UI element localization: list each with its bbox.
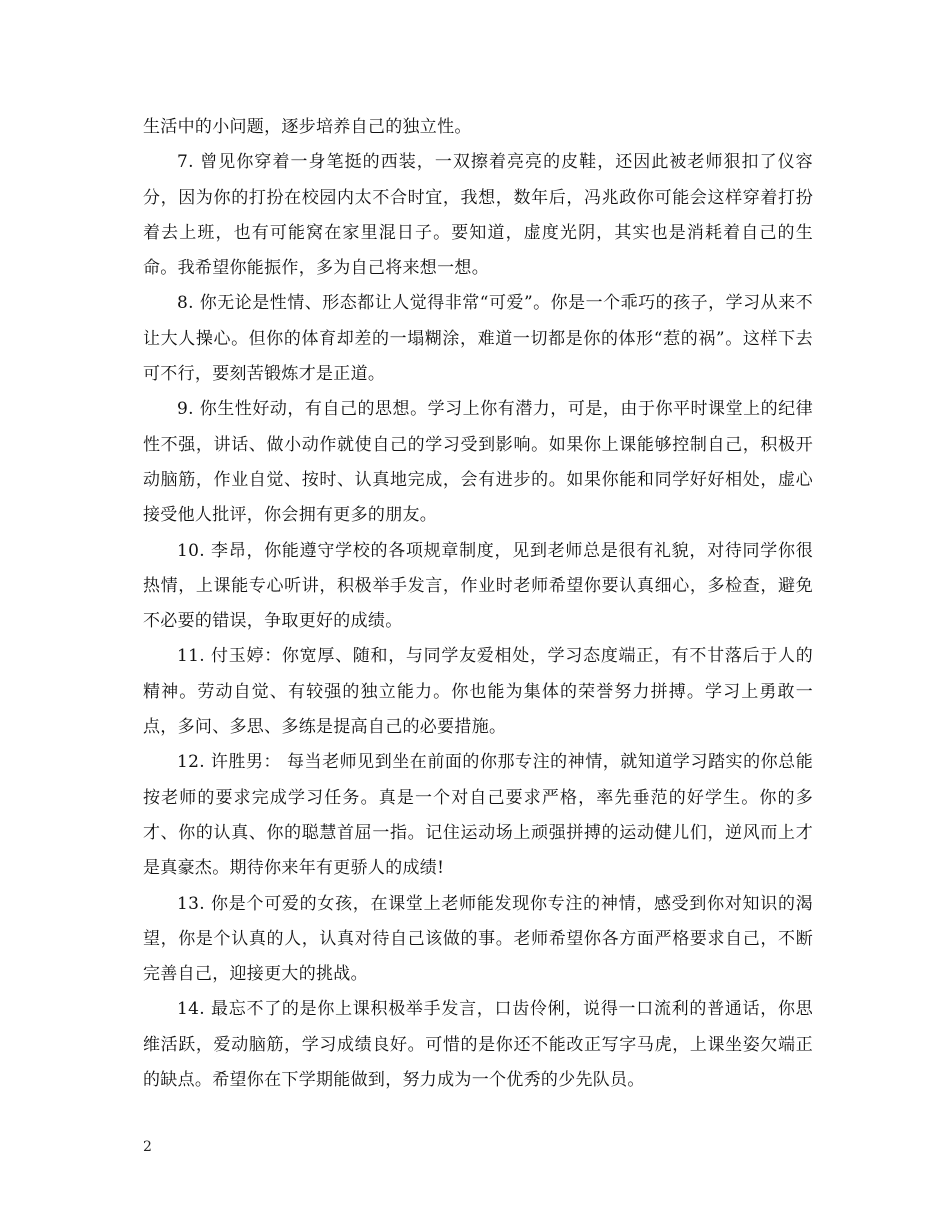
paragraph-comment-14: 14. 最忘不了的是你上课积极举手发言，口齿伶俐，说得一口流利的普通话，你思维活跃，爱动脑筋，学习成绩良好。可惜的是你还不能改正写字马虎，上课坐姿欠端正的缺点。希望你在下学期能做到，努力成为一个优秀的少先队员。 [143, 999, 813, 1091]
paragraph-comment-12: 12. 许胜男： 每当老师见到坐在前面的你那专注的神情，就知道学习踏实的你总能按老师的要求完成学习任务。真是一个对自己要求严格，率先垂范的好学生。你的多才、你的认真、你的聪慧首屈一指。记住运动场上顽强拼搏的运动健儿们，逆风而上才是真豪杰。期待你来年有更骄人的成绩! [143, 752, 813, 879]
paragraph-comment-11: 11. 付玉婷：你宽厚、随和，与同学友爱相处，学习态度端正，有不甘落后于人的精神。劳动自觉、有较强的独立能力。你也能为集体的荣誉努力拼搏。学习上勇敢一点，多问、多思、多练是提高自己的必要措施。 [143, 646, 813, 738]
paragraph-comment-13: 13. 你是个可爱的女孩，在课堂上老师能发现你专注的神情，感受到你对知识的渴望，你是个认真的人，认真对待自己该做的事。老师希望你各方面严格要求自己，不断完善自己，迎接更大的挑战。 [143, 893, 813, 985]
paragraph-comment-7: 7. 曾见你穿着一身笔挺的西装，一双擦着亮亮的皮鞋，还因此被老师狠扣了仪容分，因为你的打扮在校园内太不合时宜，我想，数年后，冯兆政你可能会这样穿着打扮着去上班，也有可能窝在家里混日子。要知道，虚度光阴，其实也是消耗着自己的生命。我希望你能振作，多为自己将来想一想。 [143, 152, 813, 279]
paragraph-comment-8: 8. 你无论是性情、形态都让人觉得非常“可爱”。你是一个乖巧的孩子，学习从来不让大人操心。但你的体育却差的一塌糊涂，难道一切都是你的体形“惹的祸”。这样下去可不行，要刻苦锻炼才是正道。 [143, 293, 813, 385]
page-number: 2 [143, 1139, 152, 1155]
paragraph-comment-10: 10. 李昂，你能遵守学校的各项规章制度，见到老师总是很有礼貌，对待同学你很热情，上课能专心听讲，积极举手发言，作业时老师希望你要认真细心，多检查，避免不必要的错误，争取更好的成绩。 [143, 540, 813, 632]
paragraph-comment-9: 9. 你生性好动，有自己的思想。学习上你有潜力，可是，由于你平时课堂上的纪律性不强，讲话、做小动作就使自己的学习受到影响。如果你上课能够控制自己，积极开动脑筋，作业自觉、按时、认真地完成，会有进步的。如果你能和同学好好相处，虚心接受他人批评，你会拥有更多的朋友。 [143, 399, 813, 526]
document-body [143, 110, 813, 1098]
paragraph-continuation: 生活中的小问题，逐步培养自己的独立性。 [143, 117, 472, 137]
